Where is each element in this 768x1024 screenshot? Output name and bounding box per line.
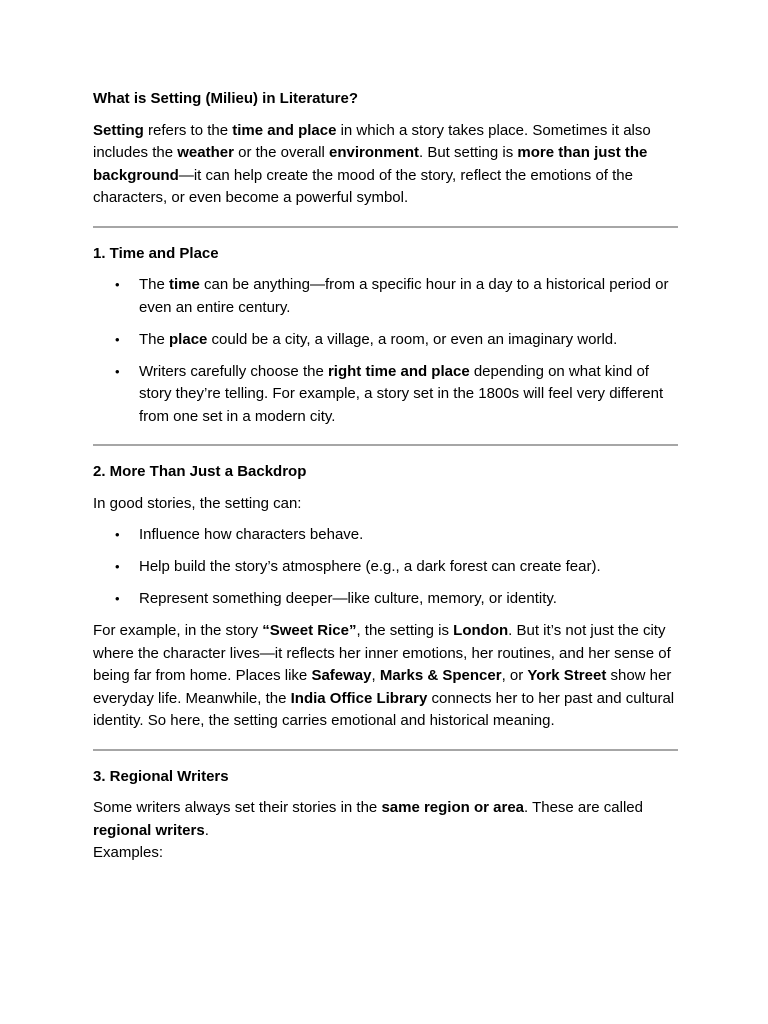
term-weather: weather [177, 144, 234, 161]
section-divider [93, 444, 678, 446]
example-paragraph: For example, in the story “Sweet Rice”, the setting is London. But it’s not just the city where the character lives—it reflects her inner emotions, her routines, and her sense of being far from home. Places like Safeway, Marks & Spencer, or York Street show her everyday life. Meanwhile, the India Office Library connects her to her past and cultural identity. So here, the setting carries emotional and historical meaning. [93, 622, 675, 729]
term-more-than-background: more than just the background [93, 144, 648, 184]
setting-can-list [93, 524, 678, 611]
list-item: • The time can be anything—from a specific hour in a day to a historical period or even an entire century. [115, 276, 669, 316]
intro-paragraph: Setting refers to the time and place in which a story takes place. Sometimes it also includes the weather or the overall environment. But setting is more than just the background—it can help create the mood of the story, reflect the emotions of the characters, or even become a powerful symbol. [93, 121, 651, 206]
time-place-list [93, 274, 678, 428]
bullet-icon: • [115, 277, 120, 292]
list-item: • Writers carefully choose the right time and place depending on what kind of story they’re telling. For example, a story set in the 1800s will feel very different from one set in a modern city. [115, 362, 664, 425]
examples-label: Examples: [93, 844, 164, 861]
term-setting: Setting [93, 121, 144, 139]
section-lead: In good stories, the setting can: [93, 494, 302, 512]
section-divider [93, 226, 678, 228]
bullet-icon: • [115, 591, 120, 606]
term-environment: environment [328, 144, 419, 161]
bullet-icon: • [115, 331, 120, 347]
regional-writers-paragraph: Some writers always set their stories in the same region or area. These are called regional writers. [93, 799, 643, 839]
section-divider [93, 749, 678, 751]
list-item: • Help build the story’s atmosphere (e.g., a dark forest can create fear). [93, 556, 678, 579]
bullet-icon: • [115, 527, 120, 542]
section-heading-regional-writers: 3. Regional Writers [93, 767, 229, 785]
term-time-and-place: time and place [232, 121, 337, 139]
bullet-icon: • [115, 559, 120, 574]
list-item: • Influence how characters behave. [93, 524, 678, 547]
document-page [93, 88, 678, 865]
list-item: • The place could be a city, a village, a room, or even an imaginary world. [93, 329, 678, 352]
list-item: • Represent something deeper—like culture, memory, or identity. [93, 588, 678, 611]
section-heading-backdrop: 2. More Than Just a Backdrop [93, 463, 307, 480]
page-title: What is Setting (Milieu) in Literature? [93, 90, 359, 107]
section-heading-time-and-place: 1. Time and Place [93, 244, 219, 262]
bullet-icon: • [115, 363, 120, 379]
